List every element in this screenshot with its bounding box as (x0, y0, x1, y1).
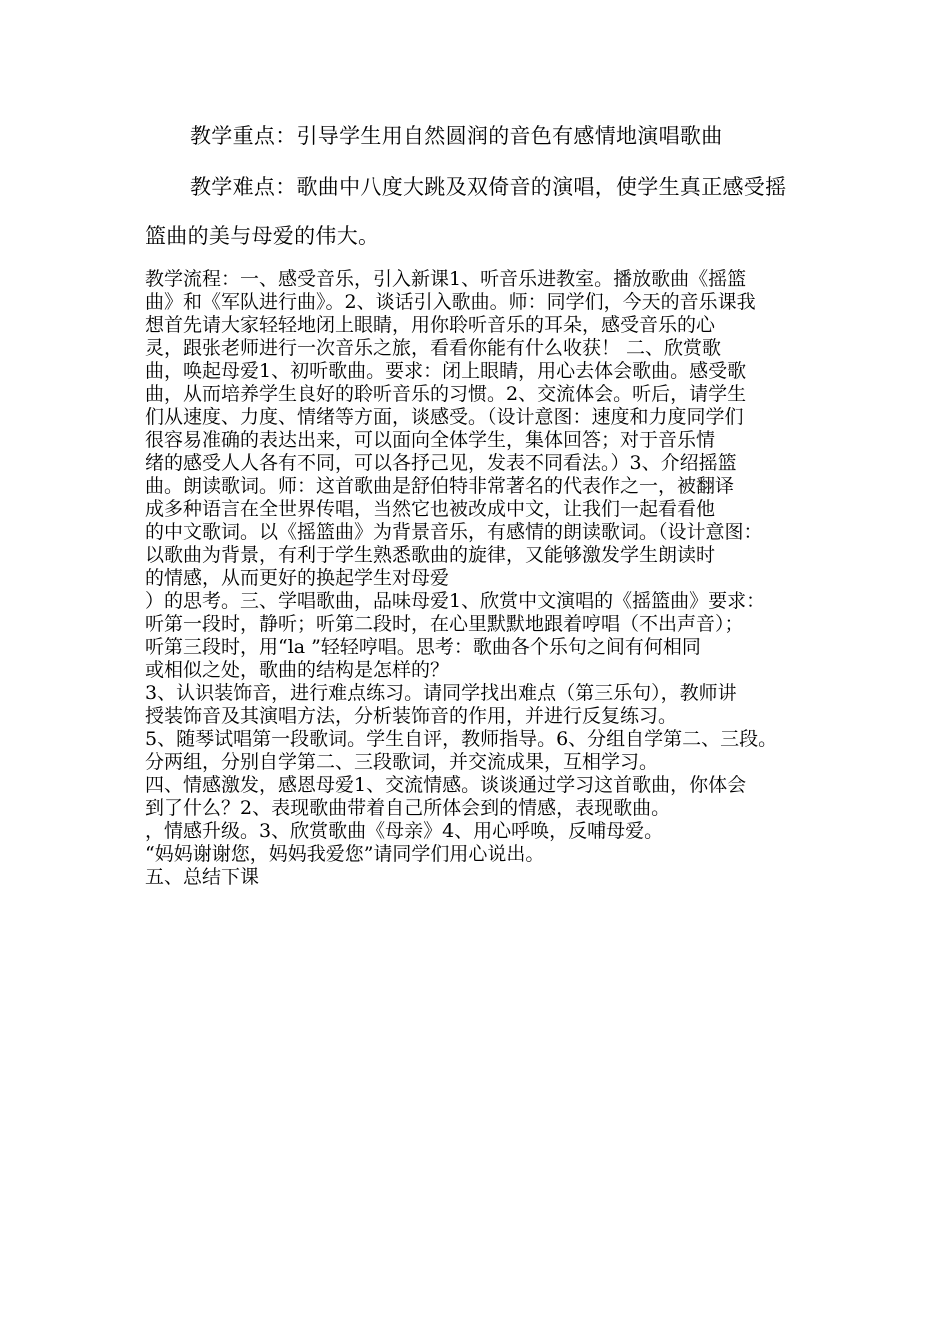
flow-line: 的情感，从而更好的换起学生对母爱 (145, 567, 450, 589)
flow-line: 很容易准确的表达出来，可以面向全体学生，集体回答；对于音乐情 (145, 429, 716, 451)
flow-line: 5、随琴试唱第一段歌词。学生自评，教师指导。6、分组自学第二、三段。 (145, 728, 778, 750)
flow-line: 绪的感受人人各有不同，可以各抒己见，发表不同看法。）3、介绍摇篮 (145, 452, 737, 474)
flow-line: “妈妈谢谢您，妈妈我爱您”请同学们用心说出。 (145, 843, 545, 865)
flow-line: 想首先请大家轻轻地闭上眼睛，用你聆听音乐的耳朵，感受音乐的心 (145, 314, 716, 336)
flow-line: 听第三段时，用“la ”轻轻哼唱。思考：歌曲各个乐句之间有何相同 (145, 636, 701, 658)
flow-line: 五、总结下课 (145, 866, 260, 888)
flow-line: 曲，唤起母爱1、初听歌曲。要求：闭上眼睛，用心去体会歌曲。感受歌 (145, 360, 747, 382)
flow-line: 的中文歌词。以《摇篮曲》为背景音乐，有感情的朗读歌词。（设计意图： (145, 521, 763, 543)
flow-line: 灵，跟张老师进行一次音乐之旅，看看你能有什么收获！ 二、欣赏歌 (145, 337, 722, 359)
flow-line: 教学流程：一、感受音乐，引入新课1、听音乐进教室。播放歌曲《摇篮 (145, 268, 747, 290)
flow-line: 以歌曲为背景，有利于学生熟悉歌曲的旋律，又能够激发学生朗读时 (145, 544, 716, 566)
teaching-flow (145, 268, 835, 889)
flow-line: 四、情感激发，感恩母爱1、交流情感。谈谈通过学习这首歌曲，你体会 (145, 774, 747, 796)
flow-line: 或相似之处，歌曲的结构是怎样的？ (145, 659, 450, 681)
flow-line: 授装饰音及其演唱方法，分析装饰音的作用，并进行反复练习。 (145, 705, 678, 727)
flow-line: 分两组，分别自学第二、三段歌词，并交流成果，互相学习。 (145, 751, 659, 773)
flow-line: 3、认识装饰音，进行难点练习。请同学找出难点（第三乐句），教师讲 (145, 682, 737, 704)
flow-line: ）的思考。三、学唱歌曲，品味母爱1、欣赏中文演唱的《摇篮曲》要求： (145, 590, 766, 612)
teaching-focus: 教学重点：引导学生用自然圆润的音色有感情地演唱歌曲 (190, 124, 723, 148)
flow-line: 曲，从而培养学生良好的聆听音乐的习惯。2、交流体会。听后，请学生 (145, 383, 747, 405)
flow-line: 听第一段时，静听；听第二段时，在心里默默地跟着哼唱（不出声音）； (145, 613, 744, 635)
flow-line: 到了什么？2、表现歌曲带着自己所体会到的情感，表现歌曲。 (145, 797, 671, 819)
flow-line: ，情感升级。3、欣赏歌曲《母亲》4、用心呼唤，反哺母爱。 (145, 820, 664, 842)
flow-line: 们从速度、力度、情绪等方面，谈感受。（设计意图：速度和力度同学们 (145, 406, 744, 428)
flow-line: 成多种语言在全世界传唱，当然它也被改成中文，让我们一起看看他 (145, 498, 716, 520)
flow-line: 曲。朗读歌词。师：这首歌曲是舒伯特非常著名的代表作之一，被翻译 (145, 475, 735, 497)
teaching-difficulty-continuation: 篮曲的美与母爱的伟大。 (145, 224, 380, 248)
teaching-difficulty: 教学难点：歌曲中八度大跳及双倚音的演唱，使学生真正感受摇 (190, 175, 787, 199)
flow-line: 曲》和《军队进行曲》。2、谈话引入歌曲。师：同学们，今天的音乐课我 (145, 291, 756, 313)
